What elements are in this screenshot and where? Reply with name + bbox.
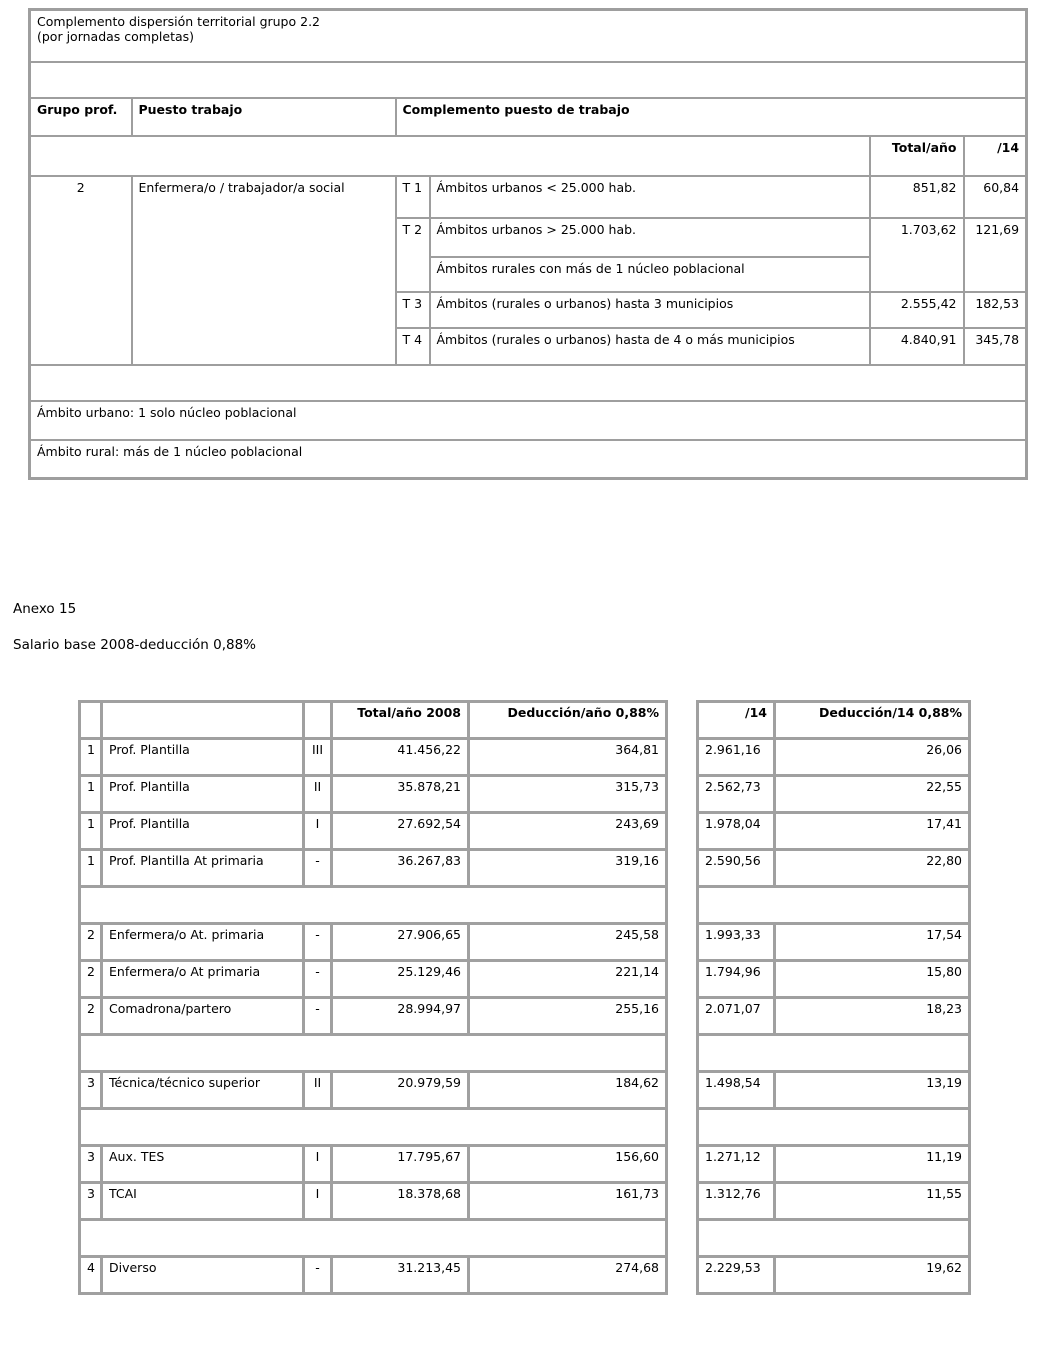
header-per14: /14 bbox=[698, 702, 775, 739]
deduccion14-cell: 19,62 bbox=[775, 1257, 970, 1294]
total-ano-cell: 851,82 bbox=[870, 176, 964, 218]
deduccion-cell: 245,58 bbox=[469, 924, 667, 961]
total-cell: 31.213,45 bbox=[332, 1257, 469, 1294]
header-per14: /14 bbox=[964, 136, 1027, 176]
total-cell: 41.456,22 bbox=[332, 739, 469, 776]
tramo-cell: T 2 bbox=[396, 218, 430, 292]
descripcion-cell: Ámbitos (rurales o urbanos) hasta 3 municipios bbox=[430, 292, 870, 328]
per14-cell: 2.562,73 bbox=[698, 776, 775, 813]
table-row bbox=[80, 813, 667, 850]
note-row bbox=[30, 401, 1027, 440]
grupo-prof-cell: 2 bbox=[30, 176, 132, 365]
tramo-cell: T 3 bbox=[396, 292, 430, 328]
total-cell: 27.692,54 bbox=[332, 813, 469, 850]
table-row bbox=[80, 998, 667, 1035]
total-ano-cell: 4.840,91 bbox=[870, 328, 964, 365]
table-row bbox=[80, 776, 667, 813]
per14-cell: 1.271,12 bbox=[698, 1146, 775, 1183]
nivel-cell: I bbox=[304, 1183, 332, 1220]
spacer-cell bbox=[80, 887, 667, 924]
table-title-line1: Complemento dispersión territorial grupo 2.2 bbox=[37, 14, 320, 29]
table-row bbox=[80, 961, 667, 998]
spacer-row bbox=[698, 887, 970, 924]
table-row bbox=[698, 813, 970, 850]
salario-anual-table bbox=[78, 700, 668, 1295]
puesto-cell: Enfermera/o At. primaria bbox=[102, 924, 304, 961]
spacer-row bbox=[80, 887, 667, 924]
per14-cell: 2.071,07 bbox=[698, 998, 775, 1035]
puesto-cell: Prof. Plantilla bbox=[102, 813, 304, 850]
table-row bbox=[698, 850, 970, 887]
nivel-cell: - bbox=[304, 850, 332, 887]
spacer-row bbox=[698, 1220, 970, 1257]
nivel-cell: - bbox=[304, 1257, 332, 1294]
per14-cell: 182,53 bbox=[964, 292, 1027, 328]
column-header-row bbox=[698, 702, 970, 739]
nivel-cell: III bbox=[304, 739, 332, 776]
grupo-cell: 1 bbox=[80, 739, 102, 776]
descripcion-cell: Ámbitos urbanos < 25.000 hab. bbox=[430, 176, 870, 218]
header-deduccion14: Deducción/14 0,88% bbox=[775, 702, 970, 739]
column-header-row bbox=[30, 98, 1027, 136]
nivel-cell: - bbox=[304, 998, 332, 1035]
spacer-cell bbox=[30, 136, 870, 176]
table-row bbox=[80, 1146, 667, 1183]
per14-cell: 1.312,76 bbox=[698, 1183, 775, 1220]
deduccion-cell: 184,62 bbox=[469, 1072, 667, 1109]
total-cell: 28.994,97 bbox=[332, 998, 469, 1035]
table-row bbox=[80, 850, 667, 887]
total-cell: 17.795,67 bbox=[332, 1146, 469, 1183]
grupo-cell: 2 bbox=[80, 924, 102, 961]
puesto-cell: Aux. TES bbox=[102, 1146, 304, 1183]
total-ano-cell: 1.703,62 bbox=[870, 218, 964, 292]
deduccion-cell: 243,69 bbox=[469, 813, 667, 850]
spacer-cell bbox=[80, 1109, 667, 1146]
table-row bbox=[698, 924, 970, 961]
puesto-cell: Prof. Plantilla At primaria bbox=[102, 850, 304, 887]
puesto-trabajo-cell: Enfermera/o / trabajador/a social bbox=[132, 176, 396, 365]
spacer-cell bbox=[80, 1035, 667, 1072]
per14-cell: 2.229,53 bbox=[698, 1257, 775, 1294]
header-total-ano: Total/año bbox=[870, 136, 964, 176]
spacer-cell bbox=[698, 887, 970, 924]
deduccion-cell: 274,68 bbox=[469, 1257, 667, 1294]
table-row bbox=[30, 176, 1027, 218]
total-cell: 20.979,59 bbox=[332, 1072, 469, 1109]
salario-mensual-table bbox=[696, 700, 971, 1295]
per14-cell: 2.961,16 bbox=[698, 739, 775, 776]
per14-cell: 1.978,04 bbox=[698, 813, 775, 850]
spacer-cell bbox=[80, 1220, 667, 1257]
header-complemento: Complemento puesto de trabajo bbox=[396, 98, 1027, 136]
descripcion-cell: Ámbitos rurales con más de 1 núcleo poblacional bbox=[430, 257, 870, 292]
spacer-cell bbox=[80, 702, 102, 739]
note-cell: Ámbito urbano: 1 solo núcleo poblacional bbox=[30, 401, 1027, 440]
puesto-cell: Técnica/técnico superior bbox=[102, 1072, 304, 1109]
spacer-cell bbox=[698, 1220, 970, 1257]
total-cell: 36.267,83 bbox=[332, 850, 469, 887]
note-cell: Ámbito rural: más de 1 núcleo poblacional bbox=[30, 440, 1027, 479]
grupo-cell: 1 bbox=[80, 813, 102, 850]
grupo-cell: 1 bbox=[80, 850, 102, 887]
descripcion-cell: Ámbitos (rurales o urbanos) hasta de 4 o más municipios bbox=[430, 328, 870, 365]
deduccion14-cell: 17,41 bbox=[775, 813, 970, 850]
per14-cell: 345,78 bbox=[964, 328, 1027, 365]
spacer-row bbox=[80, 1035, 667, 1072]
nivel-cell: - bbox=[304, 961, 332, 998]
header-deduccion-ano: Deducción/año 0,88% bbox=[469, 702, 667, 739]
puesto-cell: Comadrona/partero bbox=[102, 998, 304, 1035]
grupo-cell: 2 bbox=[80, 961, 102, 998]
spacer-row bbox=[30, 62, 1027, 98]
grupo-cell: 2 bbox=[80, 998, 102, 1035]
tramo-cell: T 1 bbox=[396, 176, 430, 218]
deduccion-cell: 315,73 bbox=[469, 776, 667, 813]
total-ano-cell: 2.555,42 bbox=[870, 292, 964, 328]
table-row bbox=[80, 1072, 667, 1109]
deduccion-cell: 161,73 bbox=[469, 1183, 667, 1220]
deduccion14-cell: 18,23 bbox=[775, 998, 970, 1035]
grupo-cell: 1 bbox=[80, 776, 102, 813]
nivel-cell: II bbox=[304, 1072, 332, 1109]
nivel-cell: I bbox=[304, 813, 332, 850]
table-row bbox=[80, 924, 667, 961]
spacer-cell bbox=[698, 1109, 970, 1146]
per14-cell: 1.498,54 bbox=[698, 1072, 775, 1109]
deduccion-cell: 255,16 bbox=[469, 998, 667, 1035]
deduccion14-cell: 17,54 bbox=[775, 924, 970, 961]
grupo-cell: 3 bbox=[80, 1072, 102, 1109]
deduccion14-cell: 13,19 bbox=[775, 1072, 970, 1109]
amount-header-row bbox=[30, 136, 1027, 176]
per14-cell: 1.993,33 bbox=[698, 924, 775, 961]
puesto-cell: TCAI bbox=[102, 1183, 304, 1220]
per14-cell: 2.590,56 bbox=[698, 850, 775, 887]
table-row bbox=[698, 1146, 970, 1183]
deduccion-cell: 319,16 bbox=[469, 850, 667, 887]
table-row bbox=[698, 998, 970, 1035]
puesto-cell: Prof. Plantilla bbox=[102, 776, 304, 813]
header-total-ano-2008: Total/año 2008 bbox=[332, 702, 469, 739]
table-title-cell bbox=[30, 10, 1027, 62]
dispersion-territorial-table bbox=[28, 8, 1028, 480]
table-row bbox=[698, 1257, 970, 1294]
puesto-cell: Enfermera/o At primaria bbox=[102, 961, 304, 998]
spacer-row bbox=[30, 365, 1027, 401]
salario-tables-group bbox=[78, 700, 971, 1295]
spacer-cell bbox=[30, 365, 1027, 401]
table-row bbox=[698, 1072, 970, 1109]
table-title-line2: (por jornadas completas) bbox=[37, 29, 195, 44]
per14-cell: 60,84 bbox=[964, 176, 1027, 218]
deduccion14-cell: 22,55 bbox=[775, 776, 970, 813]
per14-cell: 121,69 bbox=[964, 218, 1027, 292]
grupo-cell: 3 bbox=[80, 1183, 102, 1220]
spacer-cell bbox=[304, 702, 332, 739]
per14-cell: 1.794,96 bbox=[698, 961, 775, 998]
spacer-cell bbox=[698, 1035, 970, 1072]
table-row bbox=[698, 776, 970, 813]
tramo-cell: T 4 bbox=[396, 328, 430, 365]
table-title-row bbox=[30, 10, 1027, 62]
deduccion14-cell: 11,55 bbox=[775, 1183, 970, 1220]
deduccion14-cell: 15,80 bbox=[775, 961, 970, 998]
table-row bbox=[698, 1183, 970, 1220]
spacer-row bbox=[698, 1109, 970, 1146]
spacer-row bbox=[698, 1035, 970, 1072]
puesto-cell: Diverso bbox=[102, 1257, 304, 1294]
spacer-cell bbox=[30, 62, 1027, 98]
total-cell: 35.878,21 bbox=[332, 776, 469, 813]
puesto-cell: Prof. Plantilla bbox=[102, 739, 304, 776]
grupo-cell: 3 bbox=[80, 1146, 102, 1183]
table-row bbox=[698, 961, 970, 998]
total-cell: 18.378,68 bbox=[332, 1183, 469, 1220]
table-row bbox=[80, 1257, 667, 1294]
grupo-cell: 4 bbox=[80, 1257, 102, 1294]
column-header-row bbox=[80, 702, 667, 739]
deduccion14-cell: 11,19 bbox=[775, 1146, 970, 1183]
nivel-cell: I bbox=[304, 1146, 332, 1183]
total-cell: 27.906,65 bbox=[332, 924, 469, 961]
anexo-subtitle: Salario base 2008-deducción 0,88% bbox=[13, 637, 257, 653]
deduccion14-cell: 26,06 bbox=[775, 739, 970, 776]
deduccion-cell: 156,60 bbox=[469, 1146, 667, 1183]
descripcion-cell: Ámbitos urbanos > 25.000 hab. bbox=[430, 218, 870, 257]
deduccion-cell: 221,14 bbox=[469, 961, 667, 998]
deduccion14-cell: 22,80 bbox=[775, 850, 970, 887]
anexo-heading: Anexo 15 bbox=[13, 601, 77, 617]
header-grupo-prof: Grupo prof. bbox=[30, 98, 132, 136]
table-row bbox=[80, 739, 667, 776]
deduccion-cell: 364,81 bbox=[469, 739, 667, 776]
note-row bbox=[30, 440, 1027, 479]
spacer-row bbox=[80, 1220, 667, 1257]
nivel-cell: - bbox=[304, 924, 332, 961]
spacer-row bbox=[80, 1109, 667, 1146]
spacer-cell bbox=[102, 702, 304, 739]
nivel-cell: II bbox=[304, 776, 332, 813]
total-cell: 25.129,46 bbox=[332, 961, 469, 998]
table-row bbox=[698, 739, 970, 776]
header-puesto-trabajo: Puesto trabajo bbox=[132, 98, 396, 136]
table-row bbox=[80, 1183, 667, 1220]
